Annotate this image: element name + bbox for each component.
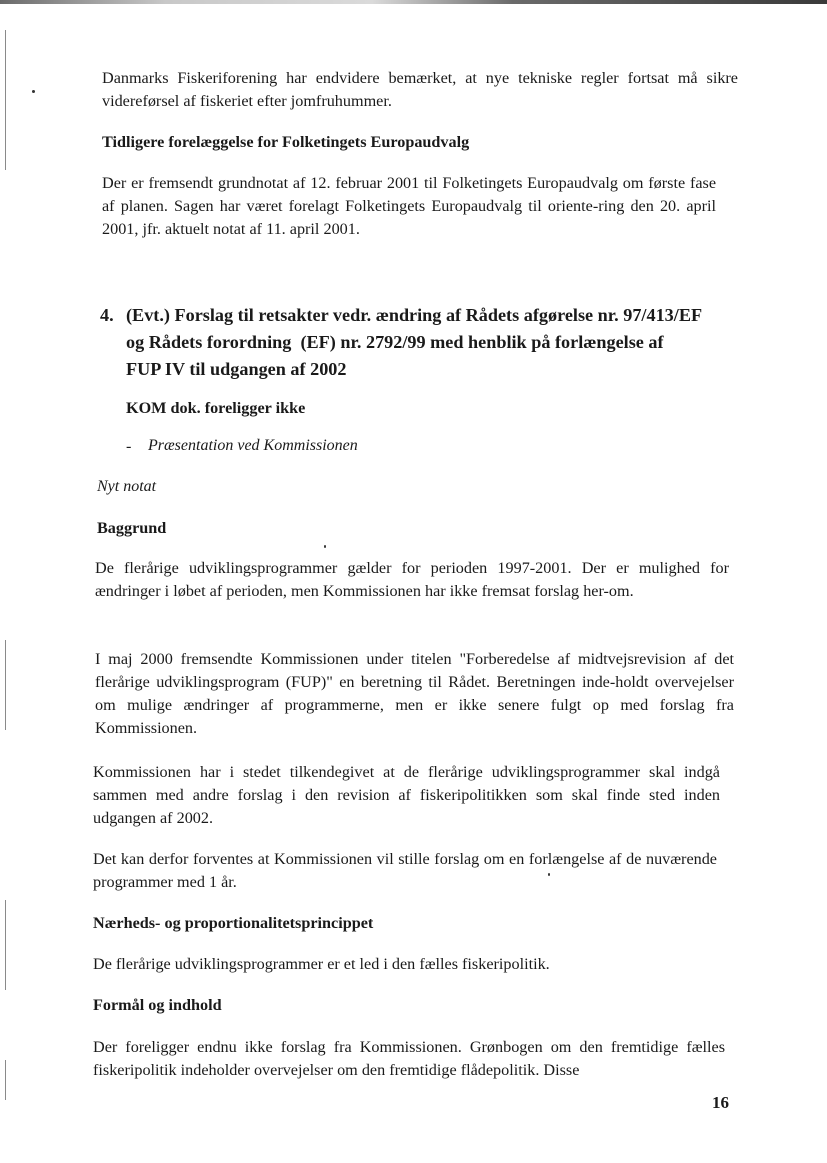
scan-margin-line <box>5 30 6 170</box>
background-paragraph-4: Det kan derfor forventes at Kommissionen vil stille forslag om en forlængelse af de nuværende programmer med 1 år. <box>93 850 717 891</box>
new-note-label: Nyt notat <box>97 478 157 495</box>
background-paragraph-3: Kommissionen har i stedet tilkendegivet at de flerårige udviklingsprogrammer skal indgå sammen med andre forslag i den revision af fiskeripolitikken som skal finde sted inden udgangen af 2002. <box>93 763 720 827</box>
kom-dok-status: KOM dok. foreligger ikke <box>126 399 306 417</box>
bullet-text: Præsentation ved Kommissionen <box>148 437 358 454</box>
scan-top-edge <box>0 0 827 4</box>
page-number: 16 <box>712 1093 729 1112</box>
item-title-line-3: FUP IV til udgangen af 2002 <box>126 359 347 379</box>
prior-paragraph: Der er fremsendt grundnotat af 12. februar 2001 til Folketingets Europaudvalg om første fase af planen. Sagen har været forelagt Folketingets Europaudvalg til oriente-ring den 20. april 2001, jfr. aktuelt notat af 11. april 2001. <box>102 174 716 238</box>
bullet-dash: - <box>126 437 132 455</box>
scan-speck <box>324 545 326 548</box>
background-paragraph-2: I maj 2000 fremsendte Kommissionen under titelen "Forberedelse af midtvejsrevision af det flerårige udviklingsprogram (FUP)" en beretning til Rådet. Beretningen inde-holdt overvejelser om mulige ændringer af programmerne, men er ikke senere fulgt op med forslag fra Kommissionen. <box>95 650 734 737</box>
item-title-line-1: (Evt.) Forslag til retsakter vedr. ændring af Rådets afgørelse nr. 97/413/EF <box>126 305 703 325</box>
purpose-paragraph: Der foreligger endnu ikke forslag fra Kommissionen. Grønbogen om den fremtidige fælles fiskeripolitik indeholder overvejelser om den fremtidige flådepolitik. Disse <box>93 1038 725 1079</box>
background-paragraph-1: De flerårige udviklingsprogrammer gælder for perioden 1997-2001. Der er mulighed for ændringer i løbet af perioden, men Kommissionen har ikke fremsat forslag her-om. <box>95 559 729 600</box>
subsidiarity-paragraph: De flerårige udviklingsprogrammer er et led i den fælles fiskeripolitik. <box>93 955 550 973</box>
background-heading: Baggrund <box>97 519 167 537</box>
subsidiarity-heading: Nærheds- og proportionalitetsprincippet <box>93 914 374 932</box>
intro-paragraph: Danmarks Fiskeriforening har endvidere bemærket, at nye tekniske regler fortsat må sikre videreførsel af fiskeriet efter jomfruhummer. <box>102 69 738 110</box>
scan-speck <box>32 90 35 93</box>
scan-margin-line <box>5 1060 6 1100</box>
purpose-heading: Formål og indhold <box>93 996 222 1014</box>
scan-margin-line <box>5 640 6 730</box>
item-number: 4. <box>100 305 114 325</box>
scan-margin-line <box>5 900 6 990</box>
prior-heading: Tidligere forelæggelse for Folketingets Europaudvalg <box>102 133 470 151</box>
item-title-line-2: og Rådets forordning (EF) nr. 2792/99 med henblik på forlængelse af <box>126 332 664 352</box>
